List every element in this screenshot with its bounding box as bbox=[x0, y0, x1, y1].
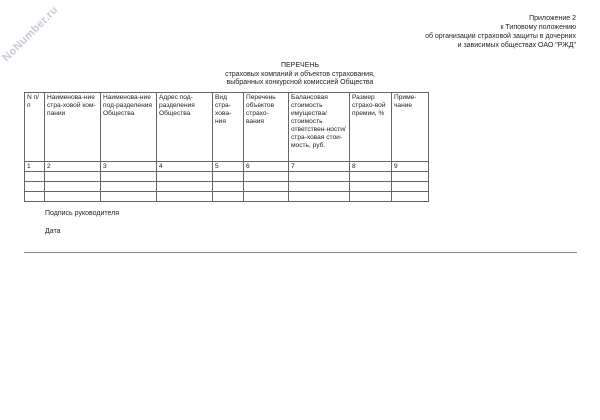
appendix-line: Приложение 2 bbox=[529, 15, 576, 22]
empty-cell bbox=[244, 172, 289, 182]
empty-cell bbox=[101, 192, 157, 202]
header-cell: Адрес под-разделения Общества bbox=[157, 93, 213, 162]
empty-cell bbox=[350, 192, 392, 202]
empty-cell bbox=[213, 182, 244, 192]
table-row bbox=[25, 182, 429, 192]
empty-cell bbox=[101, 172, 157, 182]
header-cell: Наименова-ние под-разделения Общества bbox=[101, 93, 157, 162]
number-cell: 4 bbox=[157, 162, 213, 172]
date-label: Дата bbox=[45, 228, 61, 235]
number-cell: 2 bbox=[45, 162, 101, 172]
header-cell: Приме-чание bbox=[392, 93, 429, 162]
header-cell: Вид стра-хова-ния bbox=[213, 93, 244, 162]
empty-cell bbox=[350, 172, 392, 182]
empty-cell bbox=[244, 192, 289, 202]
title-line: ПЕРЕЧЕНЬ bbox=[280, 62, 320, 69]
header-cell: Наименова-ние стра-ховой ком-пании bbox=[45, 93, 101, 162]
empty-cell bbox=[213, 172, 244, 182]
number-cell: 8 bbox=[350, 162, 392, 172]
empty-cell bbox=[350, 182, 392, 192]
column-number-row bbox=[25, 162, 429, 172]
empty-cell bbox=[25, 182, 45, 192]
signature-label: Подпись руководителя bbox=[45, 210, 120, 217]
empty-cell bbox=[392, 172, 429, 182]
header-cell: Размер страхо-вой премии, % bbox=[350, 93, 392, 162]
empty-cell bbox=[45, 172, 101, 182]
number-cell: 6 bbox=[244, 162, 289, 172]
appendix-note bbox=[425, 14, 576, 50]
table-header-row bbox=[25, 93, 429, 162]
header-cell: Перечень объектов страхо-вания bbox=[244, 93, 289, 162]
table-row bbox=[25, 192, 429, 202]
empty-cell bbox=[289, 182, 350, 192]
title-line: выбранных конкурсной комиссией Общества bbox=[226, 79, 374, 86]
header-cell: N п/п bbox=[25, 93, 45, 162]
empty-cell bbox=[25, 172, 45, 182]
insurance-table bbox=[24, 92, 429, 202]
empty-cell bbox=[157, 172, 213, 182]
empty-cell bbox=[289, 192, 350, 202]
number-cell: 7 bbox=[289, 162, 350, 172]
empty-cell bbox=[101, 182, 157, 192]
appendix-line: об организации страховой защиты в дочерних bbox=[425, 33, 576, 40]
appendix-line: и зависимых обществах ОАО "РЖД" bbox=[457, 42, 576, 49]
number-cell: 3 bbox=[101, 162, 157, 172]
empty-cell bbox=[289, 172, 350, 182]
empty-cell bbox=[244, 182, 289, 192]
watermark: NoNumber.ru bbox=[0, 3, 61, 65]
title-line: страховых компаний и объектов страхования, bbox=[225, 70, 375, 78]
document-title bbox=[200, 62, 400, 88]
empty-cell bbox=[213, 192, 244, 202]
empty-cell bbox=[45, 182, 101, 192]
header-cell: Балансовая стоимость имущества/ стоимость ответствен-ности/стра-ховая стои-мость, руб. bbox=[289, 93, 350, 162]
empty-cell bbox=[45, 192, 101, 202]
number-cell: 9 bbox=[392, 162, 429, 172]
empty-cell bbox=[392, 192, 429, 202]
number-cell: 5 bbox=[213, 162, 244, 172]
appendix-line: к Типовому положению bbox=[500, 24, 576, 31]
number-cell: 1 bbox=[25, 162, 45, 172]
empty-cell bbox=[157, 182, 213, 192]
table-row bbox=[25, 172, 429, 182]
page-divider bbox=[24, 252, 577, 253]
empty-cell bbox=[157, 192, 213, 202]
empty-cell bbox=[392, 182, 429, 192]
empty-cell bbox=[25, 192, 45, 202]
